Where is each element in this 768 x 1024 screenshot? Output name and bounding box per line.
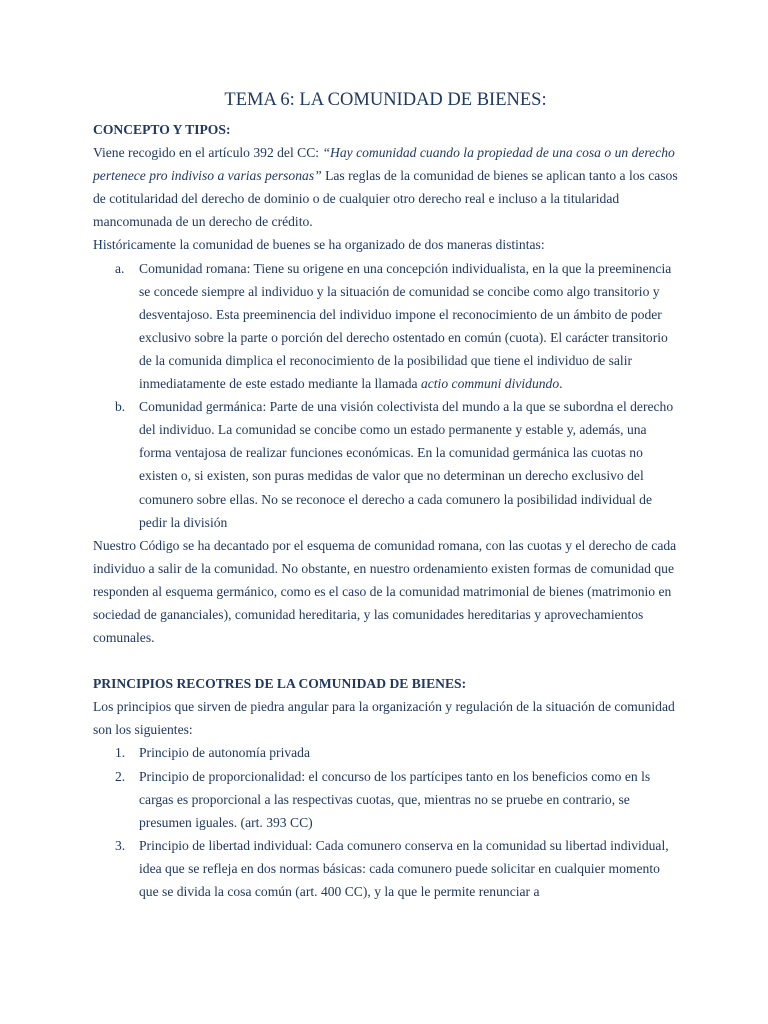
list-item-text: Principio de libertad individual: Cada comunero conserva en la comunidad su libertad individual, idea que se refleja en dos normas básicas: cada comunero puede solicitar en cualquier momento que se divida la cosa común (art. 400 CC), y la que le permite renunciar a — [139, 837, 669, 899]
intro-rest: Las reglas de la comunidad de bienes se aplican tanto a los casos de cotitularidad del derecho de dominio o de cualquier otro derecho real e incluso a la titularidad mancomunada de un derecho de crédito. — [93, 168, 678, 230]
list-marker: 3. — [115, 837, 126, 853]
list-marker: 1. — [115, 745, 126, 761]
list-marker: a. — [115, 260, 125, 276]
principles-list — [93, 741, 678, 903]
historic-paragraph: Históricamente la comunidad de buenes se ha organizado de dos maneras distintas: — [93, 237, 545, 253]
list-item-text: Principio de proporcionalidad: el concurso de los partícipes tanto en los beneficios como en ls cargas es proporcional a las respectivas cuotas, que, mientras no se pruebe en contrario, se presumen iguales. (art. 393 CC) — [139, 768, 651, 830]
list-item-text: Comunidad romana: Tiene su origene en una concepción individualista, en la que la preeminencia se concede siempre al individuo y la situación de comunidad se concibe como algo transitorio y desventajoso. Esta preeminencia del individuo impone el reconocimiento de un ámbito de poder exclusivo sobre la parte o porción del derecho ostentado en común (cuota). El carácter transitorio de la comunida dimplica el reconocimiento de la posibilidad que tiene el individuo de salir inmediatamente de este estado mediante la llamada — [139, 260, 672, 392]
section-heading-concepto: CONCEPTO Y TIPOS: — [93, 122, 231, 137]
document-page — [93, 88, 678, 903]
intro-plain: Viene recogido en el artículo 392 del CC: — [93, 145, 323, 161]
list-item-text: Principio de autonomía privada — [139, 745, 311, 761]
list-item — [93, 741, 678, 764]
list-item — [93, 395, 678, 534]
list-item — [93, 834, 678, 903]
list-item — [93, 765, 678, 834]
page-title: TEMA 6: LA COMUNIDAD DE BIENES: — [224, 90, 547, 110]
section-heading-principios: PRINCIPIOS RECOTRES DE LA COMUNIDAD DE BIENES: — [93, 676, 467, 692]
list-item-tail: . — [559, 376, 563, 392]
list-marker: b. — [115, 399, 126, 415]
section-spacer — [93, 649, 678, 672]
list-item-text: Comunidad germánica: Parte de una visión colectivista del mundo a la que se subordna el derecho del individuo. La comunidad se concibe como un estado permanente y estable y, además, una forma ventajosa de realizar funciones económicas. En la comunidad germánica las cuotas no existen o, si existen, son puras medidas de valor que no determinan un derecho exclusivo del comunero sobre ellas. No se reconoce el derecho a cada comunero la posibilidad individual de pedir la división — [139, 399, 674, 530]
closing-paragraph: Nuestro Código se ha decantado por el esquema de comunidad romana, con las cuotas y el derecho de cada individuo a salir de la comunidad. No obstante, en nuestro ordenamiento existen formas de comunidad que responden al esquema germánico, como es el caso de la comunidad matrimonial de bienes (matrimonio en sociedad de gananciales), comunidad hereditaria, y las comunidades hereditarias y aprovechamientos comunales. — [93, 537, 677, 646]
list-marker: 2. — [115, 768, 126, 784]
types-list — [93, 257, 678, 534]
principles-intro: Los principios que sirven de piedra angular para la organización y regulación de la situación de comunidad son los siguientes: — [93, 699, 675, 738]
intro-paragraph — [93, 141, 678, 233]
list-item-italic: actio communi dividundo — [420, 376, 560, 392]
list-item — [93, 257, 678, 396]
intro-quote: “Hay comunidad cuando la propiedad de una cosa o un derecho pertenece pro indiviso a varias personas” — [93, 145, 675, 184]
